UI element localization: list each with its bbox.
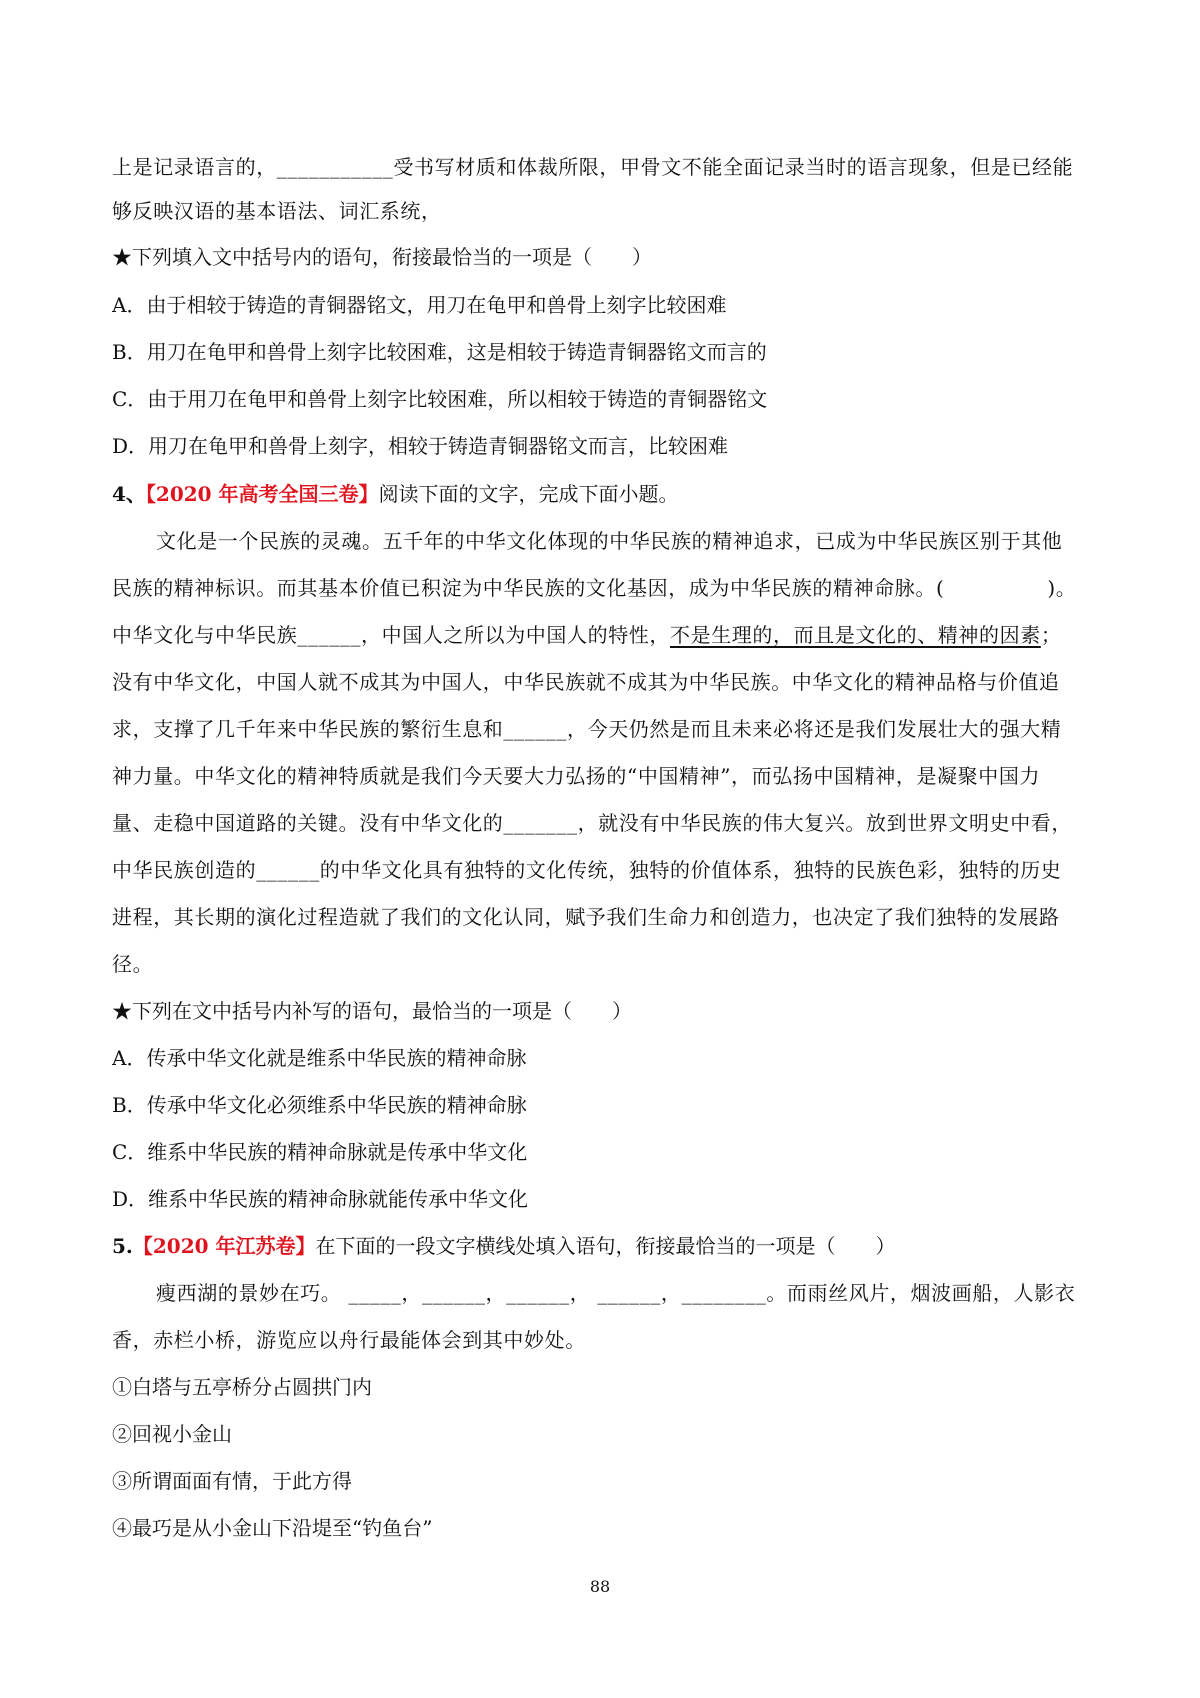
- q4-passage-line-5: 求，支撑了几千年来中华民族的繁衍生息和______，今天仍然是而且未来必将还是我们发展壮大的强大精: [112, 717, 1062, 741]
- page-number: 88: [589, 1577, 611, 1596]
- q5-number: 5.: [112, 1234, 133, 1258]
- q4-source: 【2020 年高考全国三卷】: [145, 482, 379, 506]
- q4-passage-line-3a: 中华文化与中华民族______，中国人之所以为中国人的特性，: [112, 623, 670, 647]
- q4-passage-line-9: 进程，其长期的演化过程造就了我们的文化认同，赋予我们生命力和创造力，也决定了我们独特的发展路: [112, 905, 1060, 929]
- q4-option-a: A．传承中华文化就是维系中华民族的精神命脉: [112, 1046, 527, 1070]
- q5-header: [112, 1231, 1102, 1261]
- q4-option-c: C．维系中华民族的精神命脉就是传承中华文化: [112, 1140, 528, 1164]
- q3-prompt: ★下列填入文中括号内的语句，衔接最恰当的一项是（ ）: [112, 245, 652, 269]
- q5-item-2: ②回视小金山: [112, 1422, 232, 1446]
- q5-instruction: 在下面的一段文字横线处填入语句，衔接最恰当的一项是（ ）: [315, 1234, 896, 1258]
- q4-passage-line-10: 径。: [112, 952, 154, 976]
- q3-passage-line-1: 上是记录语言的，___________受书写材质和体裁所限，甲骨文不能全面记录当时的语言现象，但是已经能: [112, 155, 1074, 179]
- q4-header: [112, 479, 1102, 509]
- q3-passage-line-2: 够反映汉语的基本语法、词汇系统，: [112, 199, 442, 223]
- q4-passage-line-8: 中华民族创造的______的中华文化具有独特的文化传统，独特的价值体系，独特的民族色彩，独特的历史: [112, 858, 1062, 882]
- q4-option-d: D．维系中华民族的精神命脉就能传承中华文化: [112, 1187, 529, 1211]
- q4-passage-line-1: 文化是一个民族的灵魂。五千年的中华文化体现的中华民族的精神追求，已成为中华民族区别于其他: [156, 529, 1063, 553]
- q4-underlined-sentence: 不是生理的，而且是文化的、精神的因素: [670, 623, 1041, 647]
- q5-item-1: ①白塔与五亭桥分占圆拱门内: [112, 1375, 372, 1399]
- q3-option-b: B．用刀在龟甲和兽骨上刻字比较困难，这是相较于铸造青铜器铭文而言的: [112, 340, 767, 364]
- q4-instruction: 阅读下面的文字，完成下面小题。: [378, 482, 679, 506]
- q5-passage-line-1: 瘦西湖的景妙在巧。 _____，______，______， ______，________。而雨丝风片，烟波画船，人影衣: [156, 1281, 1076, 1305]
- q4-passage-line-2: 民族的精神标识。而其基本价值已积淀为中华民族的文化基因，成为中华民族的精神命脉。( )。: [112, 576, 1077, 600]
- q5-item-3: ③所谓面面有情，于此方得: [112, 1469, 352, 1493]
- q4-passage-line-4: 没有中华文化，中国人就不成其为中国人，中华民族就不成其为中华民族。中华文化的精神品格与价值追: [112, 670, 1060, 694]
- q4-passage-line-3: [112, 620, 1102, 650]
- q4-number: 4、: [112, 482, 146, 506]
- q3-option-d: D．用刀在龟甲和兽骨上刻字，相较于铸造青铜器铭文而言，比较困难: [112, 434, 729, 458]
- q5-source: 【2020 年江苏卷】: [132, 1234, 316, 1258]
- q3-option-c: C．由于用刀在龟甲和兽骨上刻字比较困难，所以相较于铸造的青铜器铭文: [112, 387, 768, 411]
- q4-passage-line-6: 神力量。中华文化的精神特质就是我们今天要大力弘扬的“中国精神”，而弘扬中国精神，是凝聚中国力: [112, 764, 1041, 788]
- q4-prompt: ★下列在文中括号内补写的语句，最恰当的一项是（ ）: [112, 999, 632, 1023]
- q5-passage-line-2: 香，赤栏小桥，游览应以舟行最能体会到其中妙处。: [112, 1328, 586, 1352]
- q5-item-4: ④最巧是从小金山下沿堤至“钓鱼台”: [112, 1516, 433, 1540]
- q4-passage-line-3c: ；: [1040, 623, 1062, 647]
- q4-passage-line-7: 量、走稳中国道路的关键。没有中华文化的_______，就没有中华民族的伟大复兴。放到世界文明史中看，: [112, 811, 1072, 835]
- q3-option-a: A．由于相较于铸造的青铜器铭文，用刀在龟甲和兽骨上刻字比较困难: [112, 293, 727, 317]
- q4-option-b: B．传承中华文化必须维系中华民族的精神命脉: [112, 1093, 527, 1117]
